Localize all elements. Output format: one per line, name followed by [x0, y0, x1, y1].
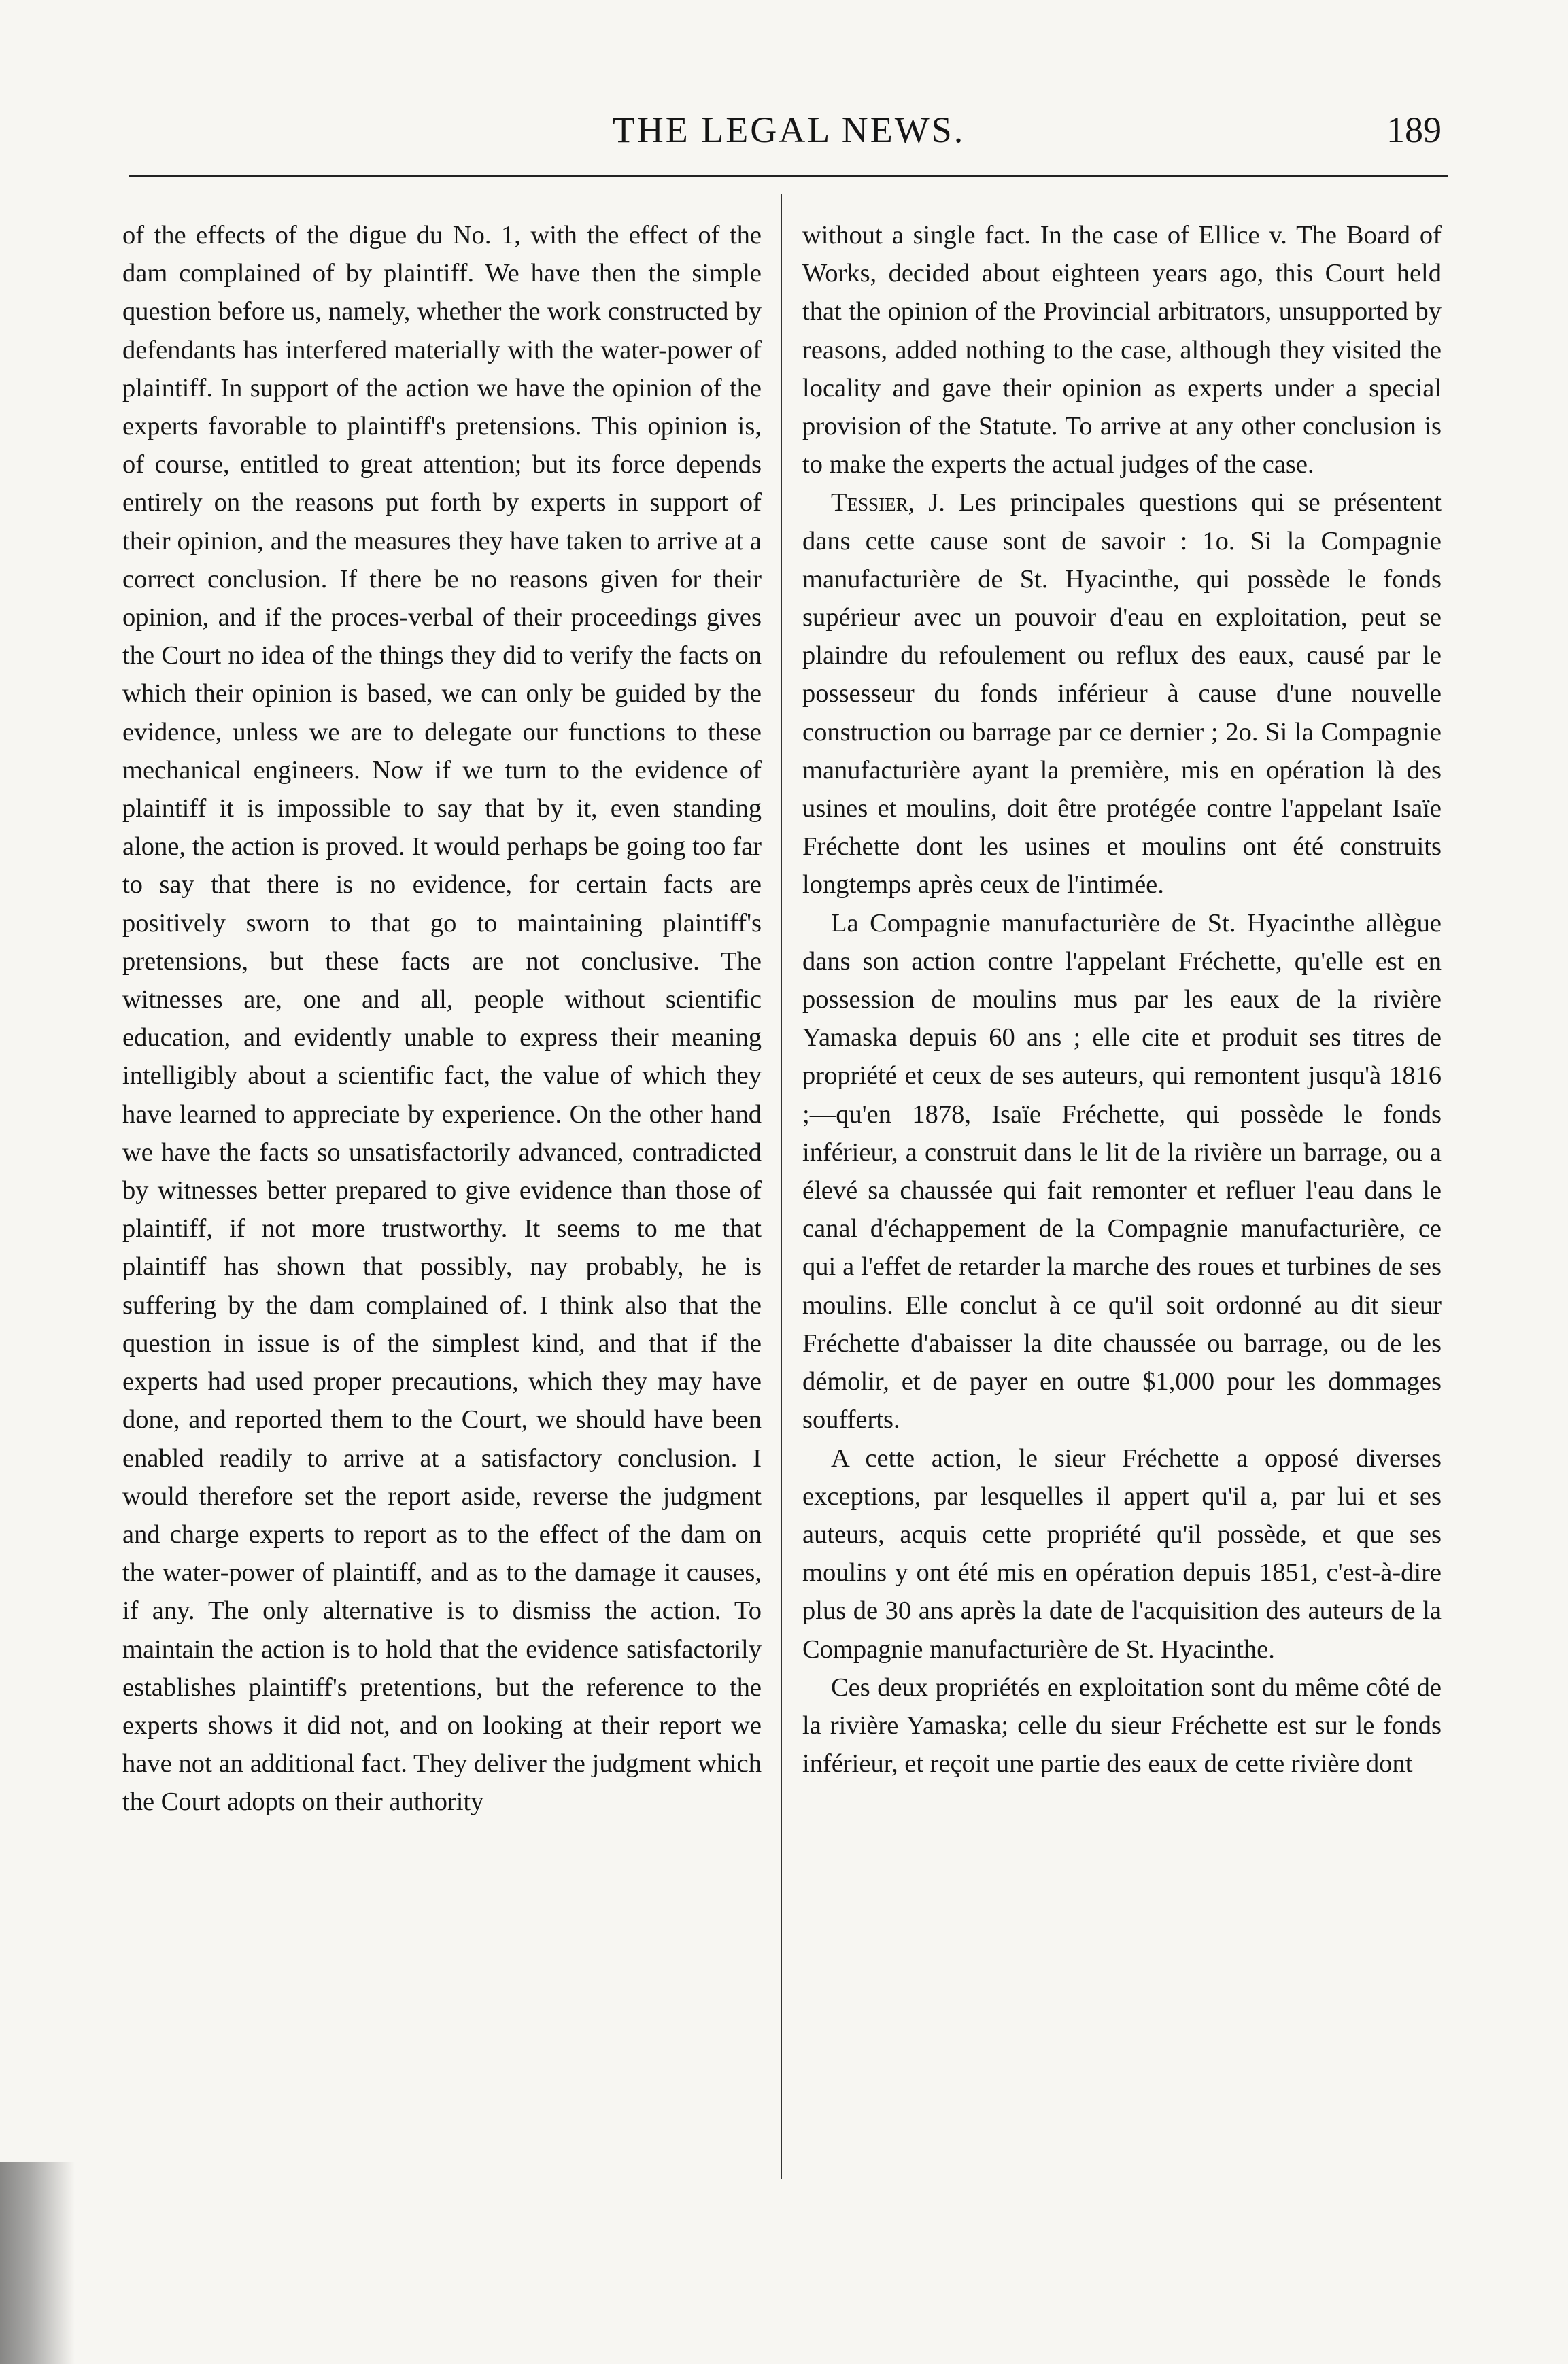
scan-edge-mark: [0, 2162, 75, 2364]
right-paragraph-3: La Compagnie manufacturière de St. Hyacinthe allègue dans son action contre l'appelant Fréchette, qu'elle est en possession de moulins mus par les eaux de la rivière Yamaska depuis 60 ans ; elle cite et produit ses titres de propriété et ceux de ses auteurs, qui remontent jusqu'à 1816 ;—qu'en 1878, Isaïe Fréchette, qui possède le fonds inférieur, a construit dans le lit de la rivière un barrage, ou a élevé sa chaussée qui fait remonter et refluer l'eau dans le canal d'échappement de la Compagnie manufacturière, ce qui a l'effet de retarder la marche des roues et turbines de ses moulins. Elle conclut à ce qu'il soit ordonné au dit sieur Fréchette d'abaisser la dite chaussée ou barrage, ou de les démolir, et de payer en outre $1,000 pour les dommages soufferts.: [802, 908, 1442, 1435]
header-rule: [129, 175, 1448, 177]
journal-title: THE LEGAL NEWS.: [612, 109, 966, 150]
right-paragraph-1: without a single fact. In the case of Ellice v. The Board of Works, decided about eighteen years ago, this Court held that the opinion of the Provincial arbitrators, unsupported by reasons, added nothing to the case, although they visited the locality and gave their opinion as experts under a special provision of the Statute. To arrive at any other conclusion is to make the experts the actual judges of the case.: [802, 221, 1442, 479]
page-header: [136, 109, 1442, 170]
right-paragraph-4: A cette action, le sieur Fréchette a opposé diverses exceptions, par lesquelles il appert qu'il a, par lui et ses auteurs, acquis cette propriété qu'il possède, et que ses moulins y ont été mis en opération depuis 1851, c'est-à-dire plus de 30 ans après la date de l'acquisition des auteurs de la Compagnie manufacturière de St. Hyacinthe.: [802, 1443, 1442, 1664]
column-divider: [781, 194, 782, 2179]
right-paragraph-2: [802, 483, 1442, 904]
right-paragraph-5: Ces deux propriétés en exploitation sont du même côté de la rivière Yamaska; celle du sieur Fréchette est sur le fonds inférieur, et reçoit une partie des eaux de cette rivière dont: [802, 1673, 1442, 1779]
judge-name: Tessier, J.: [831, 488, 945, 517]
right-paragraph-2-text: Les principales questions qui se présentent dans cette cause sont de savoir : 1o. Si la Compagnie manufacturière de St. Hyacinthe, qui possède le fonds supérieur avec un pouvoir d'eau en exploitation, peut se plaindre du refoulement ou reflux des eaux, causé par le possesseur du fonds inférieur à cause d'une nouvelle construction ou barrage par ce dernier ; 2o. Si la Compagnie manufacturière ayant la première, mis en opération là des usines et moulins, doit être protégée contre l'appelant Isaïe Fréchette dont les usines et moulins ont été construits longtemps après ceux de l'intimée.: [802, 488, 1442, 900]
right-column: [802, 216, 1442, 2174]
left-column: [122, 216, 762, 2174]
page-number: 189: [1386, 109, 1442, 150]
left-paragraph-1: of the effects of the digue du No. 1, with the effect of the dam complained of by plaintiff. We have then the simple question before us, namely, whether the work constructed by defendants has interfered materially with the water-power of plaintiff. In support of the action we have the opinion of the experts favorable to plaintiff's pretensions. This opinion is, of course, entitled to great attention; but its force depends entirely on the reasons put forth by experts in support of their opinion, and the measures they have taken to arrive at a correct conclusion. If there be no reasons given for their opinion, and if the proces-verbal of their proceedings gives the Court no idea of the things they did to verify the facts on which their opinion is based, we can only be guided by the evidence, unless we are to delegate our functions to these mechanical engineers. Now if we turn to the evidence of plaintiff it is impossible to say that by it, even standing alone, the action is proved. It would perhaps be going too far to say that there is no evidence, for certain facts are positively sworn to that go to maintaining plaintiff's pretensions, but these facts are not conclusive. The witnesses are, one and all, people without scientific education, and evidently unable to express their meaning intelligibly about a scientific fact, the value of which they have learned to appreciate by experience. On the other hand we have the facts so unsatisfactorily advanced, contradicted by witnesses better prepared to give evidence than those of plaintiff, if not more trustworthy. It seems to me that plaintiff has shown that possibly, nay probably, he is suffering by the dam complained of. I think also that the question in issue is of the simplest kind, and that if the experts had used proper precautions, which they may have done, and reported them to the Court, we should have been enabled readily to arrive at a satisfactory conclusion. I would therefore set the report aside, reverse the judgment and charge experts to report as to the effect of the dam on the water-power of plaintiff, and as to the damage it causes, if any. The only alternative is to dismiss the action. To maintain the action is to hold that the evidence satisfactorily establishes plaintiff's pretentions, but the reference to the experts shows it did not, and on looking at their report we have not an additional fact. They deliver the judgment which the Court adopts on their authority: [122, 221, 762, 1817]
